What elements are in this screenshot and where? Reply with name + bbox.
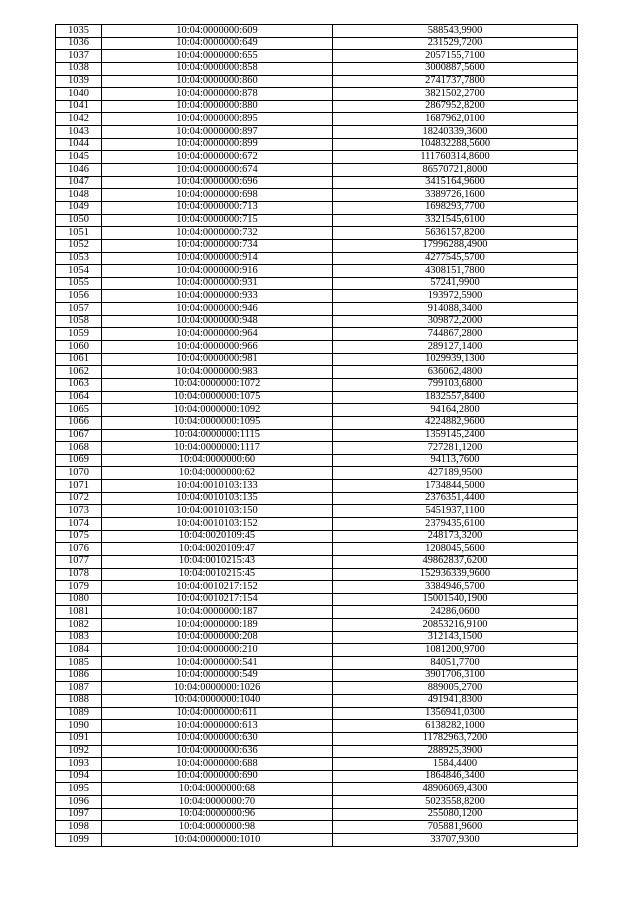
cadastral-number-cell: 10:04:0000000:1095 — [102, 416, 333, 429]
table-row — [56, 88, 578, 101]
cadastral-number-cell: 10:04:0000000:858 — [102, 62, 333, 75]
row-number-cell: 1085 — [56, 657, 102, 670]
cadastral-number-cell: 10:04:0000000:210 — [102, 644, 333, 657]
value-cell: 1864846,3400 — [333, 770, 578, 783]
row-number-cell: 1074 — [56, 517, 102, 530]
value-cell: 48906069,4300 — [333, 783, 578, 796]
cadastral-number-cell: 10:04:0000000:549 — [102, 669, 333, 682]
table-row — [56, 530, 578, 543]
cadastral-number-cell: 10:04:0000000:734 — [102, 239, 333, 252]
value-cell: 20853216,9100 — [333, 619, 578, 632]
value-cell: 2741737,7800 — [333, 75, 578, 88]
cadastral-number-cell: 10:04:0010103:150 — [102, 505, 333, 518]
cadastral-number-cell: 10:04:0000000:672 — [102, 151, 333, 164]
cadastral-number-cell: 10:04:0010215:43 — [102, 555, 333, 568]
row-number-cell: 1053 — [56, 252, 102, 265]
row-number-cell: 1037 — [56, 50, 102, 63]
row-number-cell: 1082 — [56, 619, 102, 632]
cadastral-number-cell: 10:04:0010217:154 — [102, 593, 333, 606]
cadastral-number-cell: 10:04:0000000:187 — [102, 606, 333, 619]
value-cell: 427189,9500 — [333, 467, 578, 480]
value-cell: 1081200,9700 — [333, 644, 578, 657]
table-row — [56, 694, 578, 707]
value-cell: 11782963,7200 — [333, 732, 578, 745]
table-row — [56, 113, 578, 126]
cadastral-number-cell: 10:04:0000000:1010 — [102, 834, 333, 847]
cadastral-number-cell: 10:04:0020109:45 — [102, 530, 333, 543]
value-cell: 152936339,9600 — [333, 568, 578, 581]
table-row — [56, 745, 578, 758]
value-cell: 1029939,1300 — [333, 353, 578, 366]
value-cell: 5023558,8200 — [333, 796, 578, 809]
table-row — [56, 189, 578, 202]
cadastral-number-cell: 10:04:0000000:541 — [102, 657, 333, 670]
table-row — [56, 808, 578, 821]
cadastral-value-table — [55, 24, 578, 847]
cadastral-number-cell: 10:04:0000000:98 — [102, 821, 333, 834]
value-cell: 705881,9600 — [333, 821, 578, 834]
value-cell: 636062,4800 — [333, 366, 578, 379]
cadastral-number-cell: 10:04:0000000:983 — [102, 366, 333, 379]
row-number-cell: 1066 — [56, 416, 102, 429]
cadastral-number-cell: 10:04:0000000:981 — [102, 353, 333, 366]
table-row — [56, 619, 578, 632]
row-number-cell: 1044 — [56, 138, 102, 151]
cadastral-number-cell: 10:04:0000000:964 — [102, 328, 333, 341]
cadastral-number-cell: 10:04:0000000:895 — [102, 113, 333, 126]
cadastral-number-cell: 10:04:0010103:152 — [102, 517, 333, 530]
cadastral-number-cell: 10:04:0000000:696 — [102, 176, 333, 189]
value-cell: 2379435,6100 — [333, 517, 578, 530]
row-number-cell: 1065 — [56, 404, 102, 417]
cadastral-number-cell: 10:04:0000000:1040 — [102, 694, 333, 707]
table-row — [56, 328, 578, 341]
cadastral-number-cell: 10:04:0000000:1117 — [102, 442, 333, 455]
row-number-cell: 1046 — [56, 164, 102, 177]
row-number-cell: 1040 — [56, 88, 102, 101]
table-row — [56, 100, 578, 113]
value-cell: 3321545,6100 — [333, 214, 578, 227]
row-number-cell: 1068 — [56, 442, 102, 455]
row-number-cell: 1062 — [56, 366, 102, 379]
row-number-cell: 1090 — [56, 720, 102, 733]
row-number-cell: 1043 — [56, 126, 102, 139]
cadastral-number-cell: 10:04:0000000:611 — [102, 707, 333, 720]
row-number-cell: 1083 — [56, 631, 102, 644]
table-body — [56, 25, 578, 847]
row-number-cell: 1059 — [56, 328, 102, 341]
row-number-cell: 1081 — [56, 606, 102, 619]
row-number-cell: 1060 — [56, 341, 102, 354]
value-cell: 1208045,5600 — [333, 543, 578, 556]
cadastral-number-cell: 10:04:0010103:133 — [102, 480, 333, 493]
row-number-cell: 1078 — [56, 568, 102, 581]
value-cell: 84051,7700 — [333, 657, 578, 670]
value-cell: 799103,6800 — [333, 378, 578, 391]
cadastral-number-cell: 10:04:0000000:1072 — [102, 378, 333, 391]
table-row — [56, 707, 578, 720]
table-row — [56, 138, 578, 151]
value-cell: 2867952,8200 — [333, 100, 578, 113]
cadastral-number-cell: 10:04:0000000:916 — [102, 265, 333, 278]
row-number-cell: 1099 — [56, 834, 102, 847]
row-number-cell: 1067 — [56, 429, 102, 442]
value-cell: 4224882,9600 — [333, 416, 578, 429]
value-cell: 3000887,5600 — [333, 62, 578, 75]
value-cell: 491941,8300 — [333, 694, 578, 707]
row-number-cell: 1042 — [56, 113, 102, 126]
row-number-cell: 1036 — [56, 37, 102, 50]
cadastral-number-cell: 10:04:0000000:899 — [102, 138, 333, 151]
value-cell: 4308151,7800 — [333, 265, 578, 278]
table-row — [56, 62, 578, 75]
value-cell: 1359145,2400 — [333, 429, 578, 442]
table-row — [56, 353, 578, 366]
value-cell: 104832288,5600 — [333, 138, 578, 151]
value-cell: 3415164,9600 — [333, 176, 578, 189]
cadastral-number-cell: 10:04:0000000:208 — [102, 631, 333, 644]
table-row — [56, 758, 578, 771]
row-number-cell: 1054 — [56, 265, 102, 278]
row-number-cell: 1086 — [56, 669, 102, 682]
table-row — [56, 492, 578, 505]
value-cell: 1356941,0300 — [333, 707, 578, 720]
table-row — [56, 783, 578, 796]
value-cell: 309872,2000 — [333, 315, 578, 328]
table-row — [56, 164, 578, 177]
value-cell: 3389726,1600 — [333, 189, 578, 202]
table-row — [56, 543, 578, 556]
row-number-cell: 1064 — [56, 391, 102, 404]
value-cell: 914088,3400 — [333, 303, 578, 316]
table-row — [56, 720, 578, 733]
row-number-cell: 1093 — [56, 758, 102, 771]
row-number-cell: 1089 — [56, 707, 102, 720]
cadastral-number-cell: 10:04:0000000:688 — [102, 758, 333, 771]
cadastral-number-cell: 10:04:0000000:96 — [102, 808, 333, 821]
table-row — [56, 568, 578, 581]
row-number-cell: 1091 — [56, 732, 102, 745]
table-row — [56, 657, 578, 670]
table-row — [56, 201, 578, 214]
row-number-cell: 1087 — [56, 682, 102, 695]
value-cell: 1734844,5000 — [333, 480, 578, 493]
cadastral-number-cell: 10:04:0000000:698 — [102, 189, 333, 202]
value-cell: 2057155,7100 — [333, 50, 578, 63]
table-row — [56, 467, 578, 480]
cadastral-number-cell: 10:04:0000000:674 — [102, 164, 333, 177]
row-number-cell: 1098 — [56, 821, 102, 834]
cadastral-number-cell: 10:04:0000000:690 — [102, 770, 333, 783]
table-row — [56, 265, 578, 278]
table-row — [56, 378, 578, 391]
value-cell: 33707,9300 — [333, 834, 578, 847]
table-row — [56, 25, 578, 38]
table-row — [56, 770, 578, 783]
cadastral-number-cell: 10:04:0010215:45 — [102, 568, 333, 581]
table-row — [56, 290, 578, 303]
table-row — [56, 505, 578, 518]
row-number-cell: 1051 — [56, 227, 102, 240]
cadastral-number-cell: 10:04:0010103:135 — [102, 492, 333, 505]
cadastral-number-cell: 10:04:0000000:1115 — [102, 429, 333, 442]
value-cell: 94164,2800 — [333, 404, 578, 417]
cadastral-number-cell: 10:04:0000000:715 — [102, 214, 333, 227]
row-number-cell: 1097 — [56, 808, 102, 821]
cadastral-number-cell: 10:04:0000000:1026 — [102, 682, 333, 695]
value-cell: 94113,7600 — [333, 454, 578, 467]
table-row — [56, 75, 578, 88]
value-cell: 6138282,1000 — [333, 720, 578, 733]
cadastral-number-cell: 10:04:0000000:931 — [102, 277, 333, 290]
row-number-cell: 1084 — [56, 644, 102, 657]
row-number-cell: 1052 — [56, 239, 102, 252]
value-cell: 3901706,3100 — [333, 669, 578, 682]
table-row — [56, 227, 578, 240]
value-cell: 889005,2700 — [333, 682, 578, 695]
row-number-cell: 1072 — [56, 492, 102, 505]
value-cell: 289127,1400 — [333, 341, 578, 354]
table-row — [56, 404, 578, 417]
value-cell: 1687962,0100 — [333, 113, 578, 126]
table-row — [56, 50, 578, 63]
row-number-cell: 1049 — [56, 201, 102, 214]
cadastral-number-cell: 10:04:0000000:878 — [102, 88, 333, 101]
cadastral-number-cell: 10:04:0000000:966 — [102, 341, 333, 354]
table-row — [56, 796, 578, 809]
table-row — [56, 555, 578, 568]
table-row — [56, 126, 578, 139]
row-number-cell: 1050 — [56, 214, 102, 227]
value-cell: 744867,2800 — [333, 328, 578, 341]
table-row — [56, 593, 578, 606]
table-row — [56, 416, 578, 429]
row-number-cell: 1069 — [56, 454, 102, 467]
row-number-cell: 1055 — [56, 277, 102, 290]
cadastral-number-cell: 10:04:0000000:68 — [102, 783, 333, 796]
value-cell: 1584,4400 — [333, 758, 578, 771]
row-number-cell: 1035 — [56, 25, 102, 38]
table-row — [56, 480, 578, 493]
table-row — [56, 303, 578, 316]
table-row — [56, 391, 578, 404]
cadastral-number-cell: 10:04:0000000:1075 — [102, 391, 333, 404]
cadastral-number-cell: 10:04:0000000:1092 — [102, 404, 333, 417]
value-cell: 2376351,4400 — [333, 492, 578, 505]
row-number-cell: 1045 — [56, 151, 102, 164]
row-number-cell: 1061 — [56, 353, 102, 366]
value-cell: 4277545,5700 — [333, 252, 578, 265]
row-number-cell: 1058 — [56, 315, 102, 328]
row-number-cell: 1063 — [56, 378, 102, 391]
table-row — [56, 366, 578, 379]
table-row — [56, 315, 578, 328]
cadastral-number-cell: 10:04:0000000:60 — [102, 454, 333, 467]
table-row — [56, 644, 578, 657]
row-number-cell: 1048 — [56, 189, 102, 202]
value-cell: 3821502,2700 — [333, 88, 578, 101]
cadastral-number-cell: 10:04:0000000:655 — [102, 50, 333, 63]
value-cell: 17996288,4900 — [333, 239, 578, 252]
cadastral-number-cell: 10:04:0010217:152 — [102, 581, 333, 594]
cadastral-number-cell: 10:04:0000000:636 — [102, 745, 333, 758]
value-cell: 5636157,8200 — [333, 227, 578, 240]
table-row — [56, 669, 578, 682]
row-number-cell: 1092 — [56, 745, 102, 758]
row-number-cell: 1080 — [56, 593, 102, 606]
table-row — [56, 606, 578, 619]
cadastral-number-cell: 10:04:0000000:897 — [102, 126, 333, 139]
table-row — [56, 631, 578, 644]
row-number-cell: 1094 — [56, 770, 102, 783]
row-number-cell: 1096 — [56, 796, 102, 809]
value-cell: 15001540,1900 — [333, 593, 578, 606]
table-row — [56, 37, 578, 50]
value-cell: 1832557,8400 — [333, 391, 578, 404]
value-cell: 57241,9900 — [333, 277, 578, 290]
table-row — [56, 277, 578, 290]
row-number-cell: 1070 — [56, 467, 102, 480]
cadastral-number-cell: 10:04:0000000:713 — [102, 201, 333, 214]
table-row — [56, 682, 578, 695]
cadastral-number-cell: 10:04:0000000:70 — [102, 796, 333, 809]
value-cell: 588543,9900 — [333, 25, 578, 38]
row-number-cell: 1041 — [56, 100, 102, 113]
cadastral-number-cell: 10:04:0000000:948 — [102, 315, 333, 328]
cadastral-number-cell: 10:04:0000000:933 — [102, 290, 333, 303]
row-number-cell: 1079 — [56, 581, 102, 594]
row-number-cell: 1073 — [56, 505, 102, 518]
value-cell: 727281,1200 — [333, 442, 578, 455]
value-cell: 193972,5900 — [333, 290, 578, 303]
cadastral-number-cell: 10:04:0000000:649 — [102, 37, 333, 50]
cadastral-number-cell: 10:04:0000000:860 — [102, 75, 333, 88]
row-number-cell: 1039 — [56, 75, 102, 88]
table-row — [56, 581, 578, 594]
value-cell: 248173,3200 — [333, 530, 578, 543]
table-row — [56, 176, 578, 189]
row-number-cell: 1077 — [56, 555, 102, 568]
table-row — [56, 151, 578, 164]
row-number-cell: 1047 — [56, 176, 102, 189]
table-row — [56, 239, 578, 252]
value-cell: 288925,3900 — [333, 745, 578, 758]
value-cell: 1698293,7700 — [333, 201, 578, 214]
row-number-cell: 1095 — [56, 783, 102, 796]
table-row — [56, 732, 578, 745]
cadastral-number-cell: 10:04:0000000:630 — [102, 732, 333, 745]
table-row — [56, 429, 578, 442]
value-cell: 5451937,1100 — [333, 505, 578, 518]
table-row — [56, 442, 578, 455]
table-row — [56, 341, 578, 354]
row-number-cell: 1076 — [56, 543, 102, 556]
value-cell: 18240339,3600 — [333, 126, 578, 139]
value-cell: 86570721,8000 — [333, 164, 578, 177]
cadastral-number-cell: 10:04:0000000:189 — [102, 619, 333, 632]
table-row — [56, 821, 578, 834]
row-number-cell: 1056 — [56, 290, 102, 303]
row-number-cell: 1038 — [56, 62, 102, 75]
row-number-cell: 1088 — [56, 694, 102, 707]
table-row — [56, 834, 578, 847]
cadastral-number-cell: 10:04:0000000:62 — [102, 467, 333, 480]
table-row — [56, 252, 578, 265]
row-number-cell: 1071 — [56, 480, 102, 493]
value-cell: 3384946,5700 — [333, 581, 578, 594]
cadastral-number-cell: 10:04:0000000:609 — [102, 25, 333, 38]
table-row — [56, 517, 578, 530]
value-cell: 111760314,8600 — [333, 151, 578, 164]
cadastral-number-cell: 10:04:0020109:47 — [102, 543, 333, 556]
cadastral-number-cell: 10:04:0000000:613 — [102, 720, 333, 733]
value-cell: 231529,7200 — [333, 37, 578, 50]
value-cell: 255080,1200 — [333, 808, 578, 821]
value-cell: 49862837,6200 — [333, 555, 578, 568]
table-row — [56, 454, 578, 467]
table-row — [56, 214, 578, 227]
value-cell: 312143,1500 — [333, 631, 578, 644]
cadastral-number-cell: 10:04:0000000:880 — [102, 100, 333, 113]
value-cell: 24286,0600 — [333, 606, 578, 619]
row-number-cell: 1075 — [56, 530, 102, 543]
cadastral-number-cell: 10:04:0000000:914 — [102, 252, 333, 265]
cadastral-number-cell: 10:04:0000000:946 — [102, 303, 333, 316]
cadastral-number-cell: 10:04:0000000:732 — [102, 227, 333, 240]
row-number-cell: 1057 — [56, 303, 102, 316]
